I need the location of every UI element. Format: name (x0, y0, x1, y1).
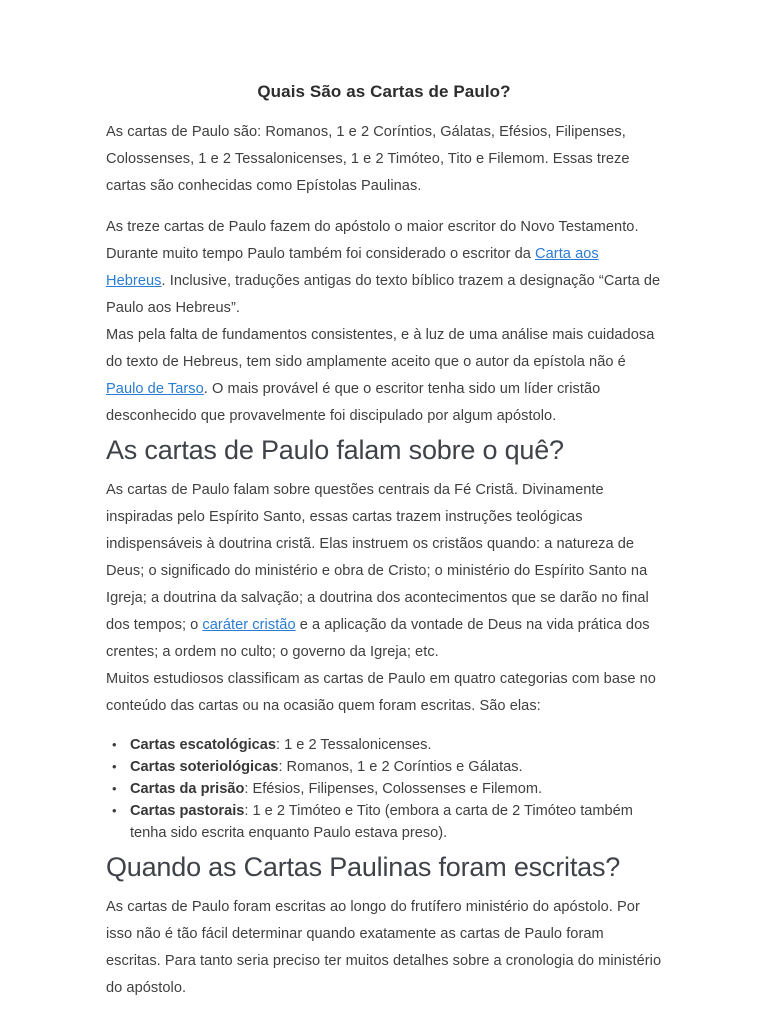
bullet-icon: • (112, 759, 117, 774)
paragraph-text: Muitos estudiosos classificam as cartas de Paulo em quatro categorias com base no conteúdo das cartas ou na ocasião quem foram escritas. São elas: (106, 671, 656, 714)
paragraph-when-written (106, 894, 662, 1002)
list-item-text: : 1 e 2 Tessalonicenses. (276, 737, 432, 753)
section-heading-what-letters-say: As cartas de Paulo falam sobre o quê? (106, 435, 564, 465)
document-title: Quais São as Cartas de Paulo? (257, 82, 511, 101)
bullet-icon: • (112, 737, 117, 752)
list-item-soteriologicas (106, 756, 662, 778)
list-item-label: Cartas pastorais (130, 803, 245, 819)
paragraph-text: . O mais provável é que o escritor tenha sido um líder cristão desconhecido que provavelmente foi discipulado por algum apóstolo. (106, 381, 601, 424)
paragraph-text: Mas pela falta de fundamentos consistentes, e à luz de uma análise mais cuidadosa do texto de Hebreus, tem sido amplamente aceito que o autor da epístola não é (106, 327, 655, 370)
paragraph-hebrews-author (106, 322, 662, 430)
paragraph-central-questions (106, 477, 662, 666)
paragraph-letters-list (106, 119, 662, 200)
letter-categories-list (106, 734, 662, 844)
link-paulo-de-tarso[interactable]: Paulo de Tarso (106, 381, 204, 397)
list-item-escatologicas (106, 734, 662, 756)
list-item-text: : Romanos, 1 e 2 Coríntios e Gálatas. (278, 759, 523, 775)
link-carta-aos-hebreus[interactable]: Carta aos Hebreus (106, 246, 599, 289)
paragraph-text: As cartas de Paulo falam sobre questões centrais da Fé Cristã. Divinamente inspiradas pelo Espírito Santo, essas cartas trazem instruções teológicas indispensáveis à doutrina cristã. Elas instruem os cristãos quando: a natureza de Deus; o significado do ministério e obra de Cristo; o ministério do Espírito Santo na Igreja; a doutrina da salvação; a doutrina dos acontecimentos que se darão no final dos tempos; o (106, 482, 649, 633)
bullet-icon: • (112, 781, 117, 796)
paragraph-text: As treze cartas de Paulo fazem do apóstolo o maior escritor do Novo Testamento. Durante muito tempo Paulo também foi considerado o escritor da (106, 219, 639, 262)
list-item-label: Cartas soteriológicas (130, 759, 279, 775)
list-item-prisao (106, 778, 662, 800)
list-item-pastorais (106, 800, 662, 844)
paragraph-text: As cartas de Paulo são: Romanos, 1 e 2 Coríntios, Gálatas, Efésios, Filipenses, Colossenses, 1 e 2 Tessalonicenses, 1 e 2 Timóteo, Tito e Filemom. Essas treze cartas são conhecidas como Epístolas Paulinas. (106, 124, 630, 194)
list-item-label: Cartas da prisão (130, 781, 245, 797)
paragraph-four-categories (106, 666, 662, 720)
paragraph-greatest-writer (106, 214, 662, 322)
bullet-icon: • (112, 803, 117, 818)
section-heading-when-written: Quando as Cartas Paulinas foram escritas? (106, 852, 621, 882)
list-item-label: Cartas escatológicas (130, 737, 277, 753)
list-item-text: : 1 e 2 Timóteo e Tito (embora a carta de 2 Timóteo também tenha sido escrita enquanto Paulo estava preso). (130, 803, 633, 841)
paragraph-text: As cartas de Paulo foram escritas ao longo do frutífero ministério do apóstolo. Por isso não é tão fácil determinar quando exatamente as cartas de Paulo foram escritas. Para tanto seria preciso ter muitos detalhes sobre a cronologia do ministério do apóstolo. (106, 899, 662, 996)
paragraph-text: . Inclusive, traduções antigas do texto bíblico trazem a designação “Carta de Paulo aos Hebreus”. (106, 273, 661, 316)
paragraph-text: e a aplicação da vontade de Deus na vida prática dos crentes; a ordem no culto; o governo da Igreja; etc. (106, 617, 650, 660)
list-item-text: : Efésios, Filipenses, Colossenses e Filemom. (244, 781, 543, 797)
link-carater-cristao[interactable]: caráter cristão (202, 617, 296, 633)
